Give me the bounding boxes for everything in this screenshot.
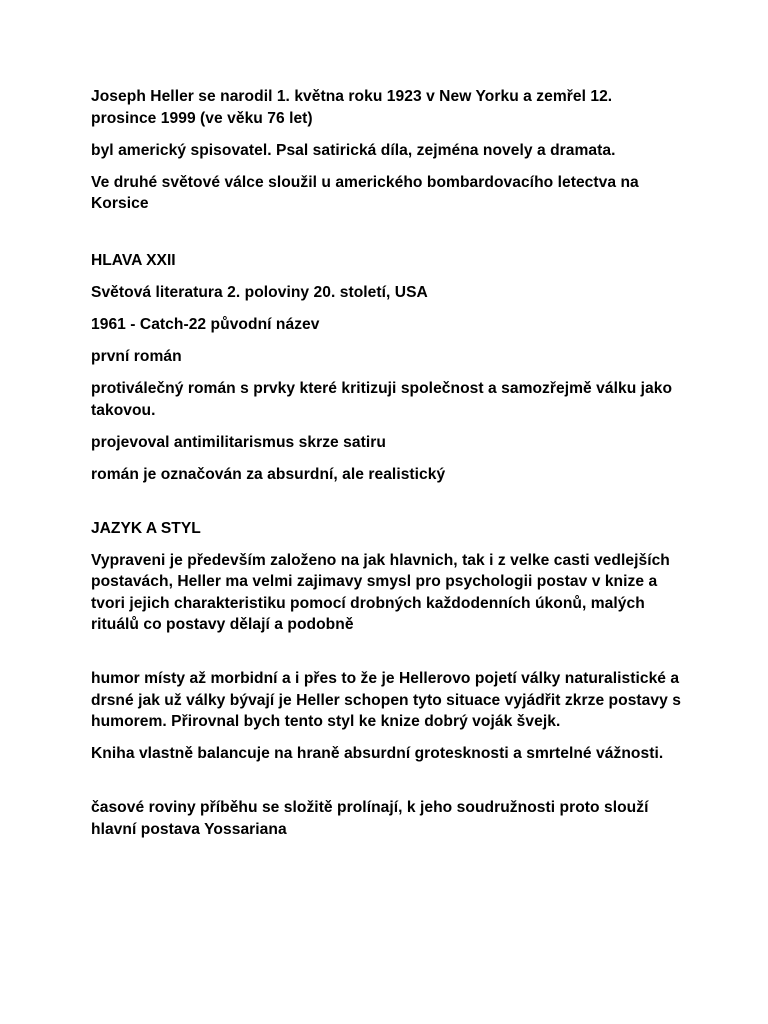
section1-paragraph: Světová literatura 2. poloviny 20. století, USA [91,284,428,301]
section1-paragraph: román je označován za absurdní, ale realistický [91,465,446,483]
spacer [91,775,681,797]
spacer [91,646,681,668]
section-heading-jazyk: JAZYK A STYL [91,519,201,537]
intro-paragraph-war: Ve druhé světové válce sloužil u amerického bombardovacího letectva na Korsice [91,173,639,212]
section1-paragraph: protiválečný román s prvky které kritizuji společnost a samozřejmě válku jako takovou. [91,380,673,419]
document-page [91,86,681,851]
intro-paragraph-writer: byl americký spisovatel. Psal satirická díla, zejména novely a dramata. [91,141,616,159]
section2-paragraph-balance: Kniha vlastně balancuje na hraně absurdní grotesknosti a smrtelné vážnosti. [91,745,664,762]
section1-paragraph: projevoval antimilitarismus skrze satiru [91,433,386,451]
intro-paragraph-birth: Joseph Heller se narodil 1. května roku 1923 v New Yorku a zemřel 12. prosince 1999 (ve věku 76 let) [91,88,613,127]
spacer [91,225,681,250]
section2-paragraph-narration: Vypraveni je především založeno na jak hlavnich, tak i z velke casti vedlejších postavách, Heller ma velmi zajimavy smysl pro psychologii postav v knize a tvori jejich charakteristiku pomocí drobných každodenních úkonů, malých rituálů co postavy dělají a podobně [91,551,670,633]
spacer [91,496,681,518]
section2-paragraph-humor: humor místy až morbidní a i přes to že je Hellerovo pojetí války naturalistické a drsné jak už války bývají je Heller schopen tyto situace vyjádřit zkrze postavy s humorem. Přirovnal bych tento styl ke knize dobrý voják švejk. [91,670,681,730]
section2-paragraph-time: časové roviny příběhu se složitě prolínají, k jeho soudružnosti proto slouží hlavní postava Yossariana [91,799,649,838]
section1-paragraph: 1961 - Catch-22 původní název [91,316,320,333]
section-heading-hlava: HLAVA XXII [91,252,176,269]
section1-paragraph: první román [91,348,182,365]
